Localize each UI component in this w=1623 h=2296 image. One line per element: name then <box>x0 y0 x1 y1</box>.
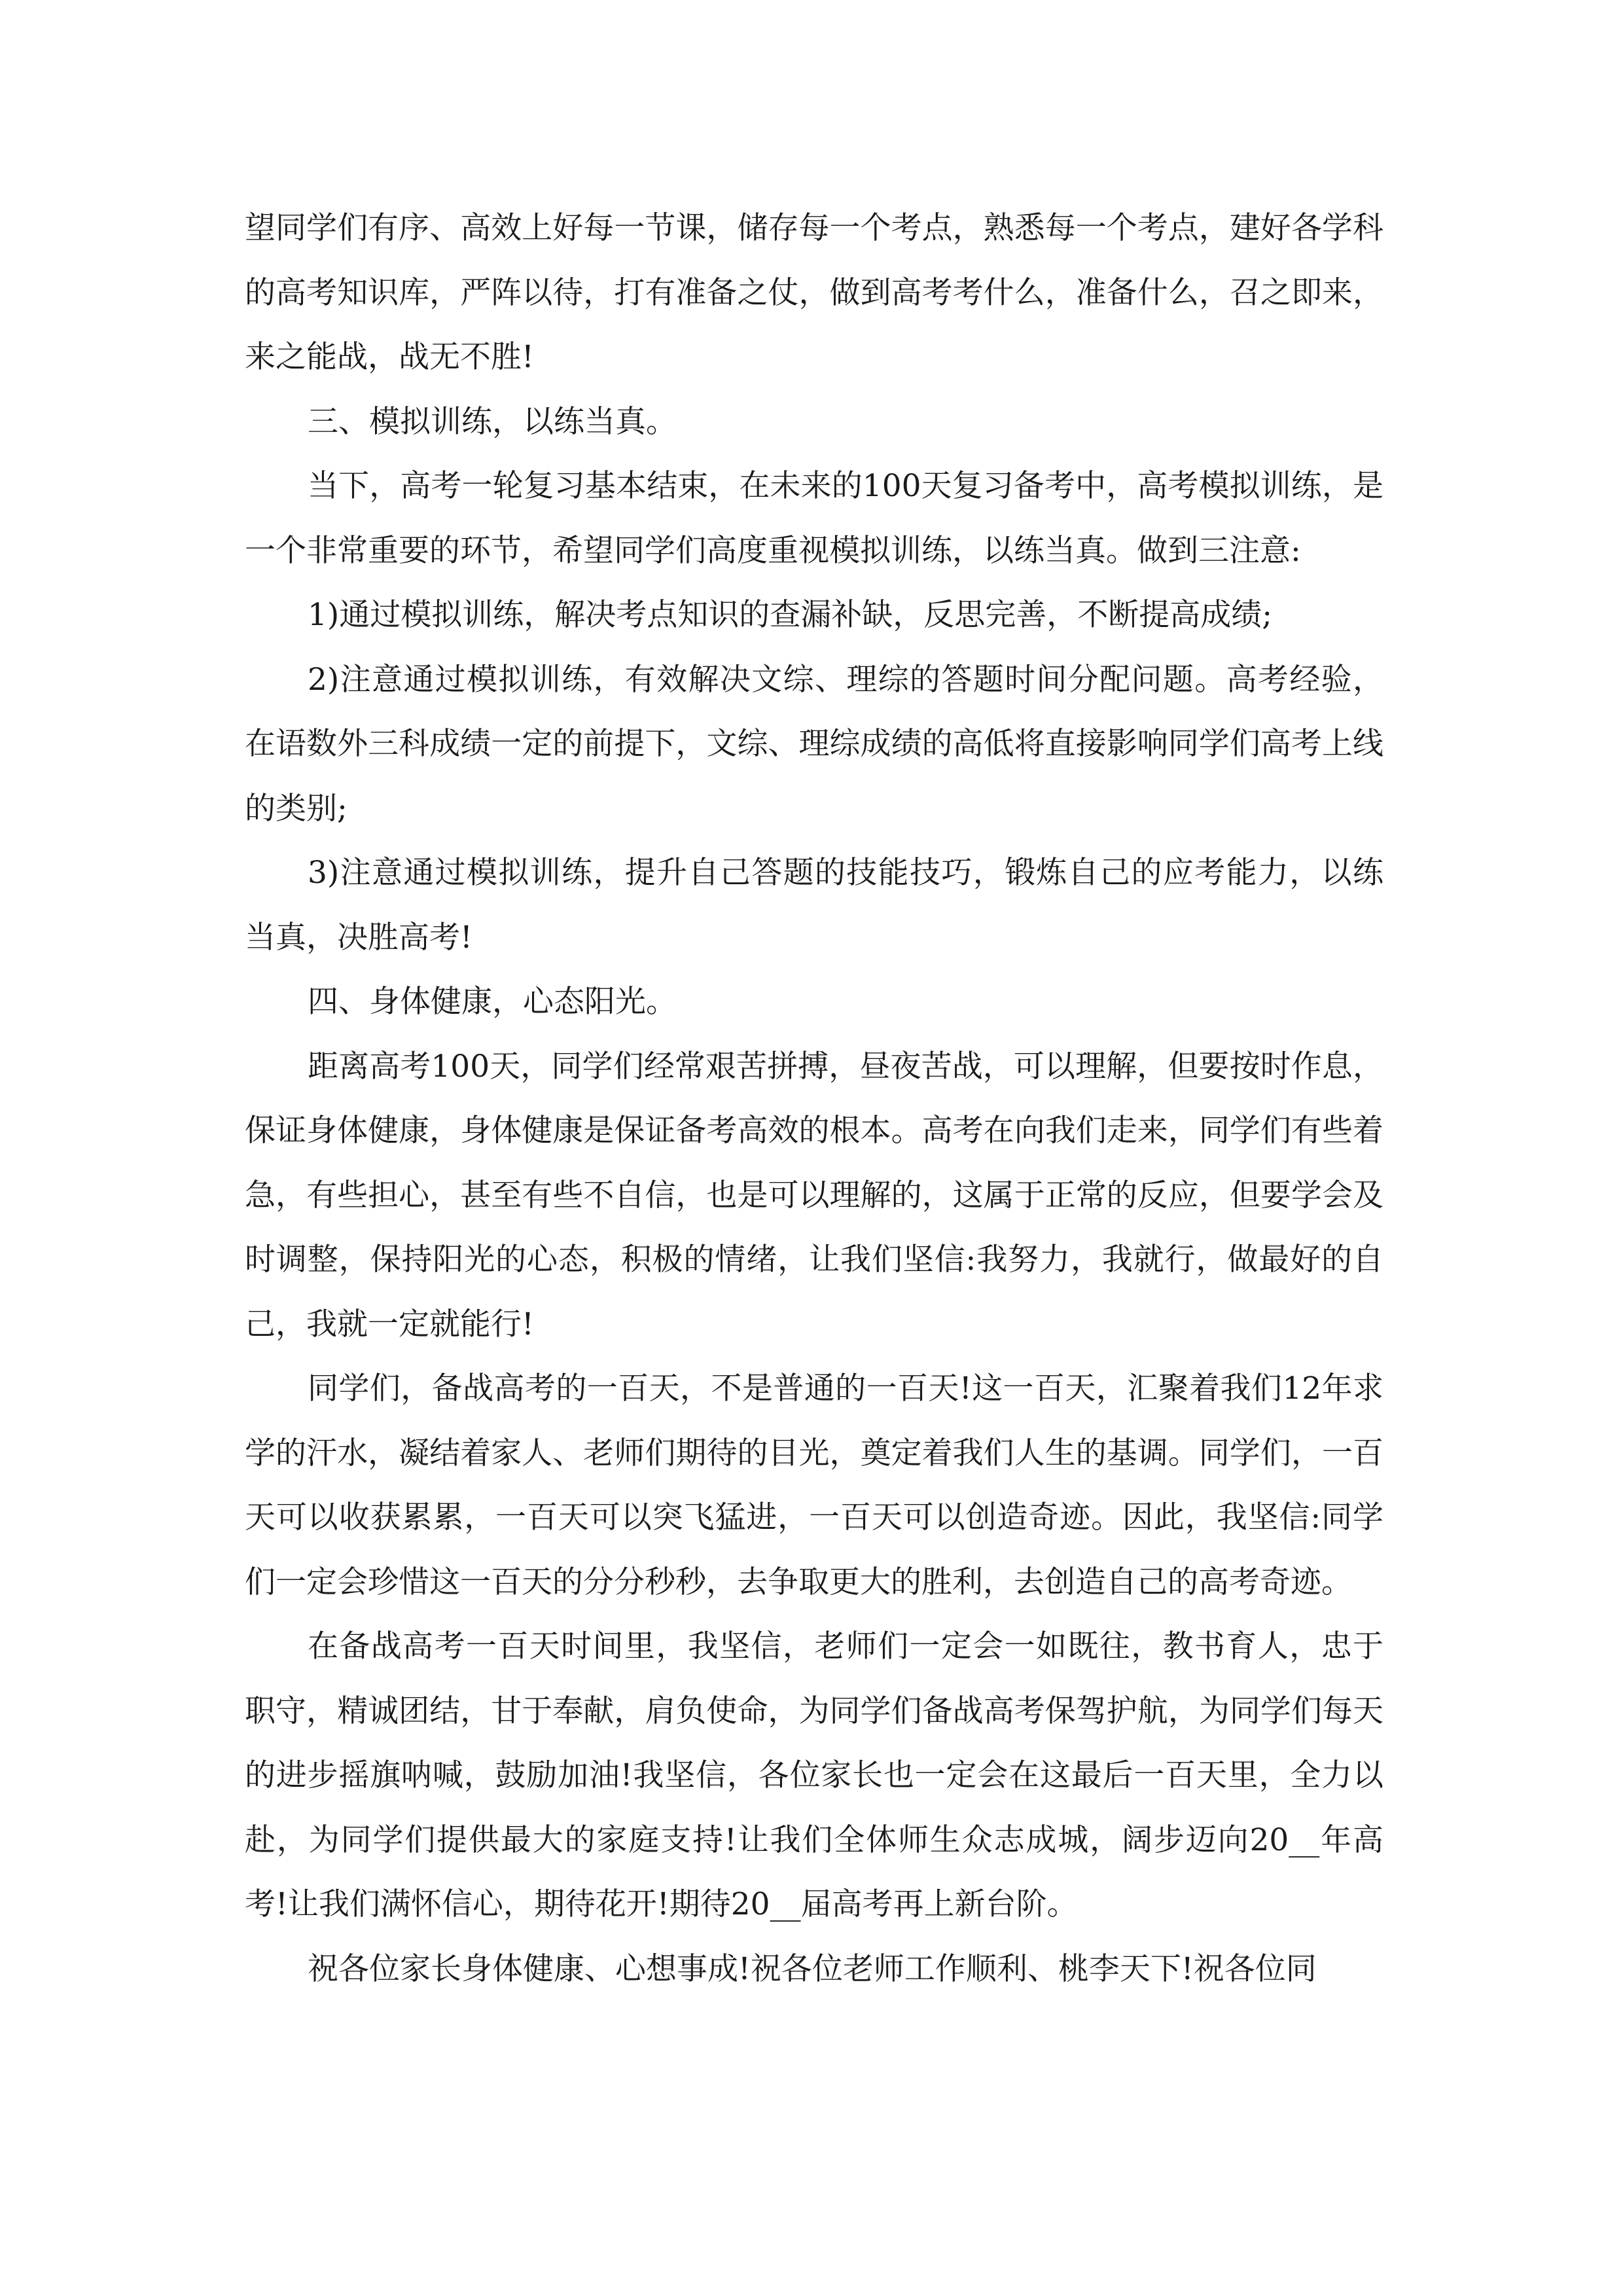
paragraph: 距离高考100天，同学们经常艰苦拼搏，昼夜苦战，可以理解，但要按时作息，保证身体健康，身体健康是保证备考高效的根本。高考在向我们走来，同学们有些着急，有些担心，甚至有些不自信，也是可以理解的，这属于正常的反应，但要学会及时调整，保持阳光的心态，积极的情绪，让我们坚信:我努力，我就行，做最好的自己，我就一定就能行! <box>245 1048 1383 1342</box>
paragraph: 在备战高考一百天时间里，我坚信，老师们一定会一如既往，教书育人，忠于职守，精诚团结，甘于奉献，肩负使命，为同学们备战高考保驾护航，为同学们每天的进步摇旗呐喊，鼓励加油!我坚信，各位家长也一定会在这最后一百天里，全力以赴，为同学们提供最大的家庭支持!让我们全体师生众志成城，阔步迈向20__年高考!让我们满怀信心，期待花开!期待20__届高考再上新台阶。 <box>245 1628 1383 1922</box>
paragraph-continuation: 望同学们有序、高效上好每一节课，储存每一个考点，熟悉每一个考点，建好各学科的高考知识库，严阵以待，打有准备之仗，做到高考考什么，准备什么，召之即来，来之能战，战无不胜! <box>245 210 1383 375</box>
list-item-2: 2)注意通过模拟训练，有效解决文综、理综的答题时间分配问题。高考经验，在语数外三科成绩一定的前提下，文综、理综成绩的高低将直接影响同学们高考上线的类别; <box>245 661 1383 827</box>
paragraph: 当下，高考一轮复习基本结束，在未来的100天复习备考中，高考模拟训练，是一个非常重要的环节，希望同学们高度重视模拟训练，以练当真。做到三注意: <box>245 468 1383 569</box>
section-heading-3: 三、模拟训练，以练当真。 <box>308 403 677 440</box>
paragraph: 同学们，备战高考的一百天，不是普通的一百天!这一百天，汇聚着我们12年求学的汗水，凝结着家人、老师们期待的目光，奠定着我们人生的基调。同学们，一百天可以收获累累，一百天可以突飞猛进，一百天可以创造奇迹。因此，我坚信:同学们一定会珍惜这一百天的分分秒秒，去争取更大的胜利，去创造自己的高考奇迹。 <box>245 1371 1383 1600</box>
list-item-3: 3)注意通过模拟训练，提升自己答题的技能技巧，锻炼自己的应考能力，以练当真，决胜高考! <box>245 855 1383 956</box>
list-item-1: 1)通过模拟训练，解决考点知识的查漏补缺，反思完善，不断提高成绩; <box>308 597 1273 633</box>
document-body <box>245 196 1383 2001</box>
paragraph-truncated: 祝各位家长身体健康、心想事成!祝各位老师工作顺利、桃李天下!祝各位同 <box>308 1950 1317 1987</box>
section-heading-4: 四、身体健康，心态阳光。 <box>308 984 677 1020</box>
